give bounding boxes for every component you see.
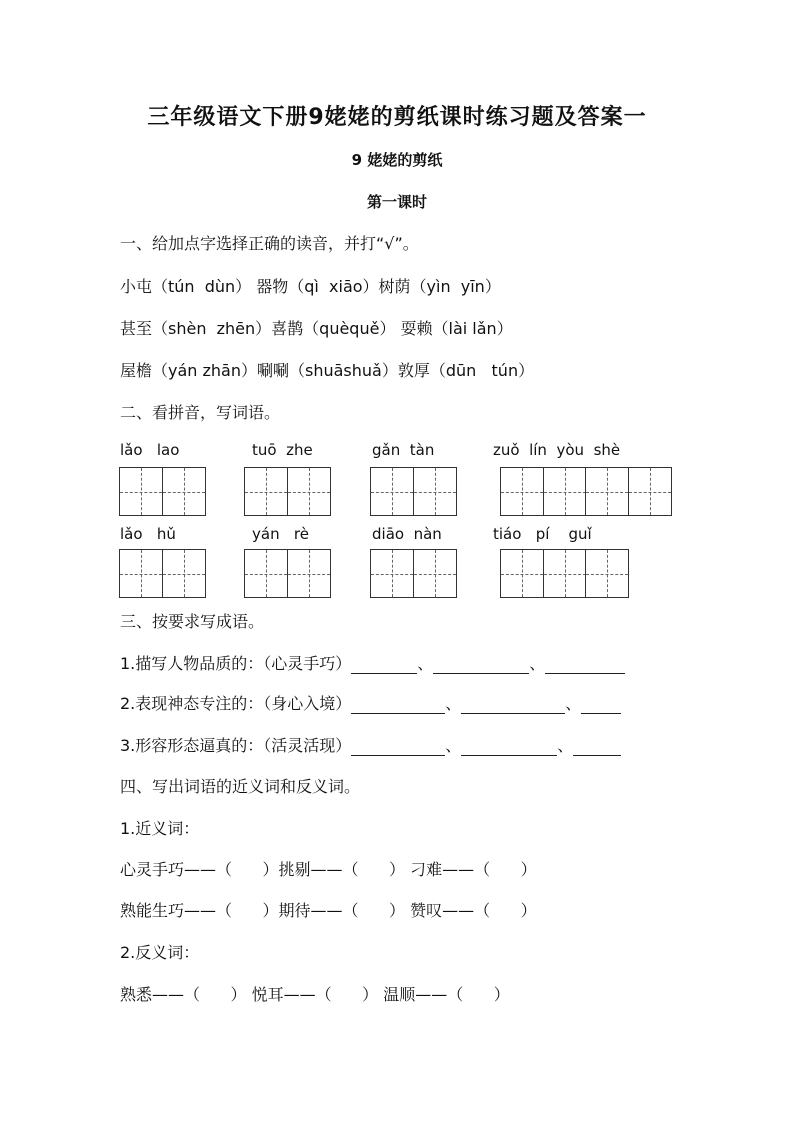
synonym-subheading: 1.近义词：	[120, 819, 200, 838]
writing-grid	[500, 467, 670, 516]
document-title: 三年级语文下册9姥姥的剪纸课时练习题及答案一	[147, 105, 647, 130]
pinyin-choice-line: 小屯（tún dùn） 器物（qì xiāo）树荫（yìn yīn）	[120, 277, 501, 296]
synonym-line: 熟能生巧——（ ）期待——（ ） 赞叹——（ ）	[120, 901, 537, 920]
answer-blank[interactable]	[351, 697, 445, 714]
writing-cell[interactable]	[543, 549, 587, 598]
writing-grid	[119, 549, 204, 598]
writing-cell[interactable]	[628, 467, 672, 516]
writing-cell[interactable]	[370, 549, 414, 598]
writing-cell[interactable]	[244, 549, 288, 598]
writing-cell[interactable]	[287, 549, 331, 598]
pinyin-label: lǎo lao	[120, 441, 180, 459]
answer-blank[interactable]	[545, 657, 625, 674]
writing-cell[interactable]	[162, 467, 206, 516]
writing-cell[interactable]	[119, 549, 163, 598]
answer-blank[interactable]	[461, 697, 565, 714]
pinyin-label: zuǒ lín yòu shè	[493, 441, 621, 459]
writing-grid	[244, 549, 329, 598]
antonym-line: 熟悉——（ ） 悦耳——（ ） 温顺——（ ）	[120, 985, 510, 1004]
lesson-subtitle: 9 姥姥的剪纸	[351, 151, 443, 169]
writing-cell[interactable]	[119, 467, 163, 516]
lesson-period: 第一课时	[366, 193, 427, 211]
section4-heading: 四、写出词语的近义词和反义词。	[120, 777, 361, 796]
answer-blank[interactable]	[461, 739, 557, 756]
writing-grid	[370, 467, 455, 516]
writing-grid	[500, 549, 628, 598]
answer-blank[interactable]	[433, 657, 529, 674]
writing-cell[interactable]	[500, 549, 544, 598]
writing-cell[interactable]	[585, 549, 629, 598]
synonym-line: 心灵手巧——（ ）挑剔——（ ） 刁难——（ ）	[120, 860, 537, 879]
pinyin-label: gǎn tàn	[372, 441, 435, 459]
writing-cell[interactable]	[500, 467, 544, 516]
writing-cell[interactable]	[543, 467, 587, 516]
writing-cell[interactable]	[287, 467, 331, 516]
separator: 、	[417, 654, 434, 673]
idiom-row	[120, 733, 621, 756]
answer-blank[interactable]	[351, 657, 417, 674]
writing-cell[interactable]	[370, 467, 414, 516]
pinyin-label: diāo nàn	[372, 525, 442, 543]
pinyin-choice-line: 屋檐（yán zhān）唰唰（shuāshuǎ）敦厚（dūn tún）	[120, 361, 535, 380]
writing-cell[interactable]	[244, 467, 288, 516]
pinyin-choice-line: 甚至（shèn zhēn）喜鹊（quèquě） 耍赖（lài lǎn）	[120, 319, 513, 338]
pinyin-label: tuō zhe	[252, 441, 313, 459]
separator: 、	[557, 736, 574, 755]
separator: 、	[565, 694, 582, 713]
pinyin-label: yán rè	[252, 525, 309, 543]
writing-cell[interactable]	[413, 549, 457, 598]
idiom-row	[120, 691, 621, 714]
separator: 、	[445, 736, 462, 755]
idiom-row	[120, 651, 625, 674]
antonym-subheading: 2.反义词：	[120, 943, 200, 962]
answer-blank[interactable]	[581, 697, 621, 714]
section1-heading: 一、给加点字选择正确的读音，并打“√”。	[120, 234, 419, 253]
writing-cell[interactable]	[585, 467, 629, 516]
writing-grid	[370, 549, 455, 598]
writing-cell[interactable]	[413, 467, 457, 516]
separator: 、	[529, 654, 546, 673]
writing-grid	[244, 467, 329, 516]
idiom-prompt: 3.形容形态逼真的：（活灵活现）	[120, 736, 352, 755]
writing-grid	[119, 467, 204, 516]
answer-blank[interactable]	[573, 739, 621, 756]
section2-heading: 二、看拼音，写词语。	[120, 403, 281, 422]
pinyin-label: lǎo hǔ	[120, 525, 176, 543]
section3-heading: 三、按要求写成语。	[120, 612, 265, 631]
writing-cell[interactable]	[162, 549, 206, 598]
idiom-prompt: 1.描写人物品质的：（心灵手巧）	[120, 654, 352, 673]
pinyin-label: tiáo pí guǐ	[493, 525, 592, 543]
separator: 、	[445, 694, 462, 713]
idiom-prompt: 2.表现神态专注的：（身心入境）	[120, 694, 352, 713]
answer-blank[interactable]	[351, 739, 445, 756]
